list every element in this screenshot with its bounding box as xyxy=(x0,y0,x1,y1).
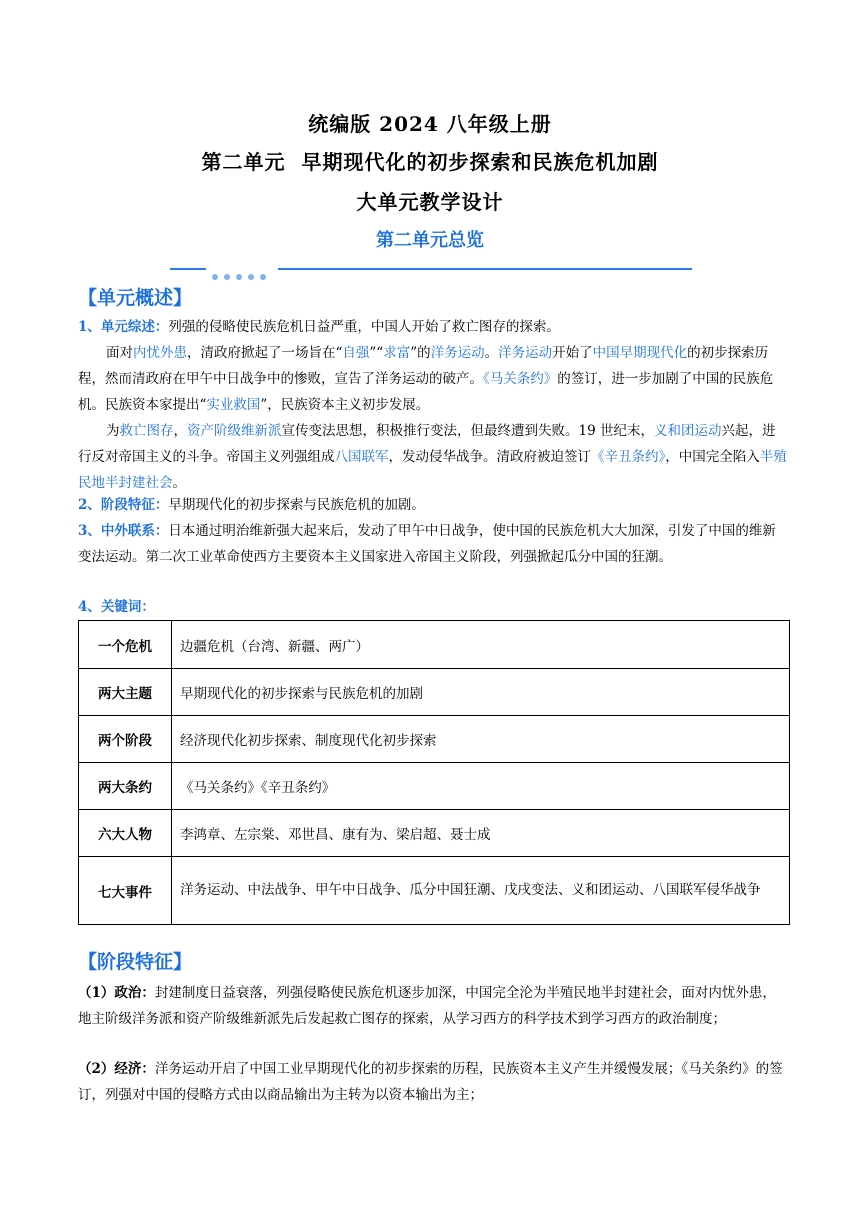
doc-subtitle: 第二单元总览 xyxy=(376,230,484,251)
doc-title-line2: 第二单元 早期现代化的初步探索和民族危机加剧 xyxy=(201,150,659,174)
overview-item2: 2、阶段特征：早期现代化的初步探索与民族危机的加剧。 xyxy=(78,497,425,513)
overview-item3: 3、中外联系：日本通过明治维新强大起来后，发动了甲午中日战争，使中国的民族危机大大加深，引发了中国的维新变法运动。第二次工业革命使西方主要资本主义国家进入帝国主义阶段，列强掀起瓜分中国的狂潮。 xyxy=(78,523,776,565)
keywords-table xyxy=(78,620,790,925)
doc-title-line3: 大单元教学设计 xyxy=(356,190,504,214)
stage-politics: （1）政治：封建制度日益衰落，列强侵略使民族危机逐步加深，中国完全沦为半殖民地半封建社会，面对内忧外患，地主阶级洋务派和资产阶级维新派先后发起救亡图存的探索，从学习西方的科学技术到学习西方的政治制度； xyxy=(78,985,776,1027)
table-row: 两个阶段 经济现代化初步探索、制度现代化初步探索 xyxy=(79,716,790,763)
item1-label: 1、单元综述： xyxy=(78,319,169,335)
decorative-divider xyxy=(170,268,692,271)
item1-text: 列强的侵略使民族危机日益严重，中国人开始了救亡图存的探索。 xyxy=(168,319,560,335)
overview-paragraph-2: 为救亡图存，资产阶级维新派宣传变法思想，积极推行变法，但最终遭到失败。19 世纪末，义和团运动兴起，进行反对帝国主义的斗争。帝国主义列强组成八国联军，发动侵华战争。清政府被迫签订《辛丑条约》，中国完全陷入半殖民地半封建社会。 xyxy=(78,423,787,491)
table-row: 七大事件 洋务运动、中法战争、甲午中日战争、瓜分中国狂潮、戊戌变法、义和团运动、八国联军侵华战争 xyxy=(79,857,790,925)
overview-item1 xyxy=(78,314,788,340)
overview-item4: 4、关键词： xyxy=(78,599,155,615)
table-row: 两大条约 《马关条约》《辛丑条约》 xyxy=(79,763,790,810)
overview-paragraph-1: 面对内忧外患，清政府掀起了一场旨在“自强”“求富”的洋务运动。洋务运动开始了中国早期现代化的初步探索历程，然而清政府在甲午中日战争中的惨败，宣告了洋务运动的破产。《马关条约》的签订，进一步加剧了中国的民族危机。民族资本家提出“实业救国”，民族资本主义初步发展。 xyxy=(78,345,774,413)
table-row: 六大人物 李鸿章、左宗棠、邓世昌、康有为、梁启超、聂士成 xyxy=(79,810,790,857)
section-heading-stage: 【阶段特征】 xyxy=(78,951,193,973)
stage-economy: （2）经济：洋务运动开启了中国工业早期现代化的初步探索的历程，民族资本主义产生并缓慢发展；《马关条约》的签订，列强对中国的侵略方式由以商品输出为主转为以资本输出为主； xyxy=(78,1061,783,1103)
doc-title-line1: 统编版 2024 八年级上册 xyxy=(308,112,552,136)
section-heading-overview: 【单元概述】 xyxy=(78,287,193,309)
table-row: 两大主题 早期现代化的初步探索与民族危机的加剧 xyxy=(79,669,790,716)
table-row: 一个危机 边疆危机（台湾、新疆、两广） xyxy=(79,621,790,669)
